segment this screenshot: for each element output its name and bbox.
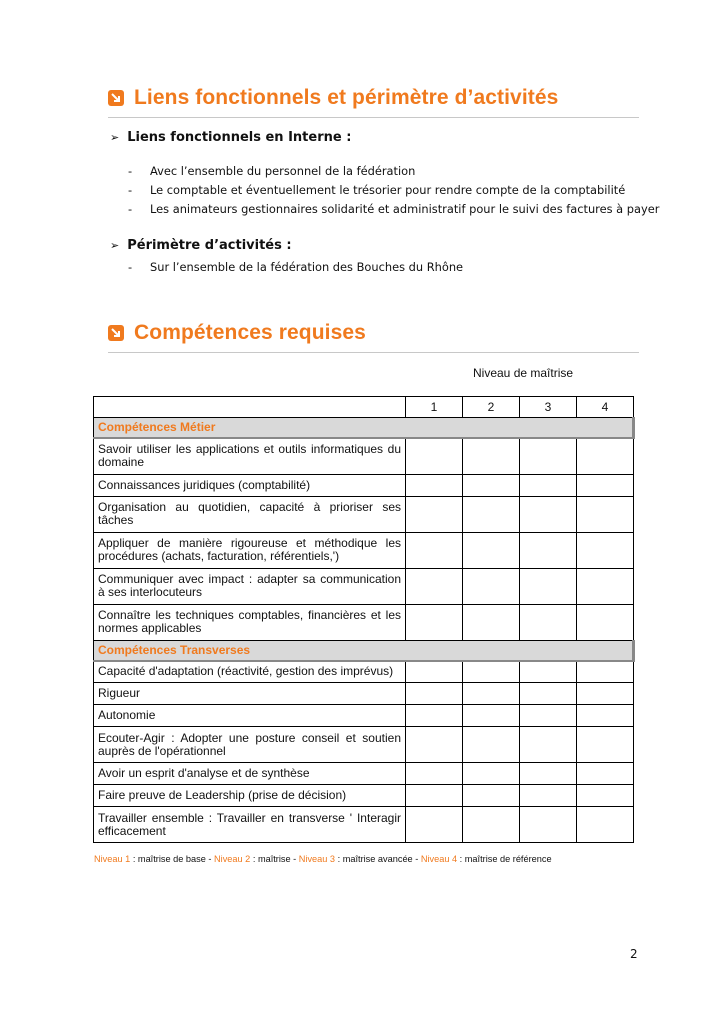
legend-text: : maîtrise avancée -	[335, 854, 421, 864]
table-row	[94, 496, 634, 532]
competence-label: Connaître les techniques comptables, financières et les normes applicables	[94, 604, 406, 640]
list-item: - Les animateurs gestionnaires solidarité et administratif pour le suivi des factures à payer	[128, 201, 660, 216]
level-cell[interactable]	[577, 568, 634, 604]
table-row	[94, 727, 634, 763]
level-cell[interactable]	[463, 705, 520, 727]
level-cell[interactable]	[463, 807, 520, 843]
level-cell[interactable]	[406, 496, 463, 532]
level-cell[interactable]	[520, 438, 577, 474]
level-cell[interactable]	[463, 727, 520, 763]
table-header-row	[94, 397, 634, 418]
level-cell[interactable]	[463, 604, 520, 640]
competence-label: Connaissances juridiques (comptabilité)	[94, 474, 406, 496]
level-cell[interactable]	[406, 683, 463, 705]
heading-text: Périmètre d’activités :	[127, 238, 292, 253]
level-cell[interactable]	[463, 532, 520, 568]
category-row-transverses	[94, 640, 634, 661]
level-cell[interactable]	[463, 568, 520, 604]
levels-legend	[94, 854, 552, 864]
competence-label: Faire preuve de Leadership (prise de décision)	[94, 785, 406, 807]
section-divider	[108, 117, 639, 118]
level-cell[interactable]	[406, 807, 463, 843]
competences-table	[93, 396, 635, 843]
level-cell[interactable]	[463, 474, 520, 496]
level-cell[interactable]	[406, 785, 463, 807]
level-cell[interactable]	[463, 496, 520, 532]
table-row	[94, 785, 634, 807]
level-cell[interactable]	[577, 727, 634, 763]
section-competences-header	[108, 321, 366, 345]
competence-label: Rigueur	[94, 683, 406, 705]
level-cell[interactable]	[406, 661, 463, 683]
level-cell[interactable]	[406, 604, 463, 640]
table-row	[94, 568, 634, 604]
level-cell[interactable]	[520, 683, 577, 705]
legend-level-3: Niveau 3	[298, 854, 336, 864]
legend-level-2: Niveau 2	[214, 854, 251, 864]
level-cell[interactable]	[406, 474, 463, 496]
section-title-liens: Liens fonctionnels et périmètre d’activités	[134, 86, 559, 109]
list-liens-interne	[128, 161, 659, 218]
table-row	[94, 604, 634, 640]
legend-text: : maîtrise -	[250, 854, 299, 864]
list-perimetre	[128, 257, 463, 276]
level-cell[interactable]	[520, 474, 577, 496]
level-cell[interactable]	[520, 785, 577, 807]
table-row	[94, 474, 634, 496]
level-cell[interactable]	[520, 496, 577, 532]
arrow-bullet-icon: ➢	[110, 131, 120, 144]
level-cell[interactable]	[520, 568, 577, 604]
level-cell[interactable]	[406, 763, 463, 785]
level-cell[interactable]	[577, 532, 634, 568]
level-cell[interactable]	[577, 683, 634, 705]
level-cell[interactable]	[520, 532, 577, 568]
legend-text: : maîtrise de base -	[130, 854, 215, 864]
table-row	[94, 661, 634, 683]
level-header: 2	[463, 397, 520, 418]
level-cell[interactable]	[520, 727, 577, 763]
level-cell[interactable]	[577, 785, 634, 807]
level-cell[interactable]	[463, 438, 520, 474]
level-cell[interactable]	[406, 532, 463, 568]
level-cell[interactable]	[577, 661, 634, 683]
section-liens-header	[108, 86, 558, 110]
arrow-box-icon	[108, 90, 124, 106]
level-header: 1	[406, 397, 463, 418]
level-header: 3	[520, 397, 577, 418]
level-cell[interactable]	[463, 763, 520, 785]
section-divider	[108, 352, 639, 353]
category-row-metier	[94, 418, 634, 439]
list-item: - Avec l’ensemble du personnel de la fédération	[128, 163, 416, 178]
level-caption: Niveau de maîtrise	[473, 366, 574, 380]
level-cell[interactable]	[463, 785, 520, 807]
competence-label: Autonomie	[94, 705, 406, 727]
table-row	[94, 763, 634, 785]
arrow-box-icon	[108, 325, 124, 341]
competence-label: Communiquer avec impact : adapter sa communication à ses interlocuteurs	[94, 568, 406, 604]
table-row	[94, 807, 634, 843]
level-cell[interactable]	[577, 438, 634, 474]
heading-liens-interne	[110, 130, 351, 145]
competence-label: Ecouter-Agir : Adopter une posture conseil et soutien auprès de l'opérationnel	[94, 727, 406, 763]
level-cell[interactable]	[463, 661, 520, 683]
heading-text: Liens fonctionnels en Interne :	[127, 130, 352, 145]
legend-level-1: Niveau 1	[94, 854, 131, 864]
table-row	[94, 532, 634, 568]
heading-perimetre	[110, 238, 292, 253]
level-cell[interactable]	[520, 807, 577, 843]
arrow-bullet-icon: ➢	[110, 239, 120, 252]
level-cell[interactable]	[406, 438, 463, 474]
category-label: Compétences Métier	[94, 418, 634, 439]
competence-label: Capacité d'adaptation (réactivité, gestion des imprévus)	[94, 661, 406, 683]
competence-label: Travailler ensemble : Travailler en transverse ' Interagir efficacement	[94, 807, 406, 843]
level-cell[interactable]	[577, 604, 634, 640]
level-cell[interactable]	[520, 763, 577, 785]
legend-text: : maîtrise de référence	[457, 854, 552, 864]
level-cell[interactable]	[406, 568, 463, 604]
table-row	[94, 705, 634, 727]
level-cell[interactable]	[577, 496, 634, 532]
table-row	[94, 438, 634, 474]
level-cell[interactable]	[463, 683, 520, 705]
level-cell[interactable]	[520, 604, 577, 640]
competence-label: Avoir un esprit d'analyse et de synthèse	[94, 763, 406, 785]
header-blank	[94, 397, 406, 418]
level-cell[interactable]	[520, 661, 577, 683]
category-label: Compétences Transverses	[94, 640, 634, 661]
level-cell[interactable]	[577, 807, 634, 843]
page-number: 2	[630, 947, 638, 961]
level-cell[interactable]	[577, 763, 634, 785]
level-cell[interactable]	[406, 727, 463, 763]
competence-label: Savoir utiliser les applications et outils informatiques du domaine	[94, 438, 406, 474]
list-item: - Sur l’ensemble de la fédération des Bouches du Rhône	[128, 259, 464, 274]
level-header: 4	[577, 397, 634, 418]
competence-label: Appliquer de manière rigoureuse et méthodique les procédures (achats, facturation, référentiels,')	[94, 532, 406, 568]
level-cell[interactable]	[406, 705, 463, 727]
level-cell[interactable]	[520, 705, 577, 727]
competence-label: Organisation au quotidien, capacité à prioriser ses tâches	[94, 496, 406, 532]
list-item: - Le comptable et éventuellement le trésorier pour rendre compte de la comptabilité	[128, 182, 626, 197]
level-cell[interactable]	[577, 705, 634, 727]
legend-level-4: Niveau 4	[420, 854, 458, 864]
table-row	[94, 683, 634, 705]
section-title-competences: Compétences requises	[134, 321, 366, 344]
level-cell[interactable]	[577, 474, 634, 496]
